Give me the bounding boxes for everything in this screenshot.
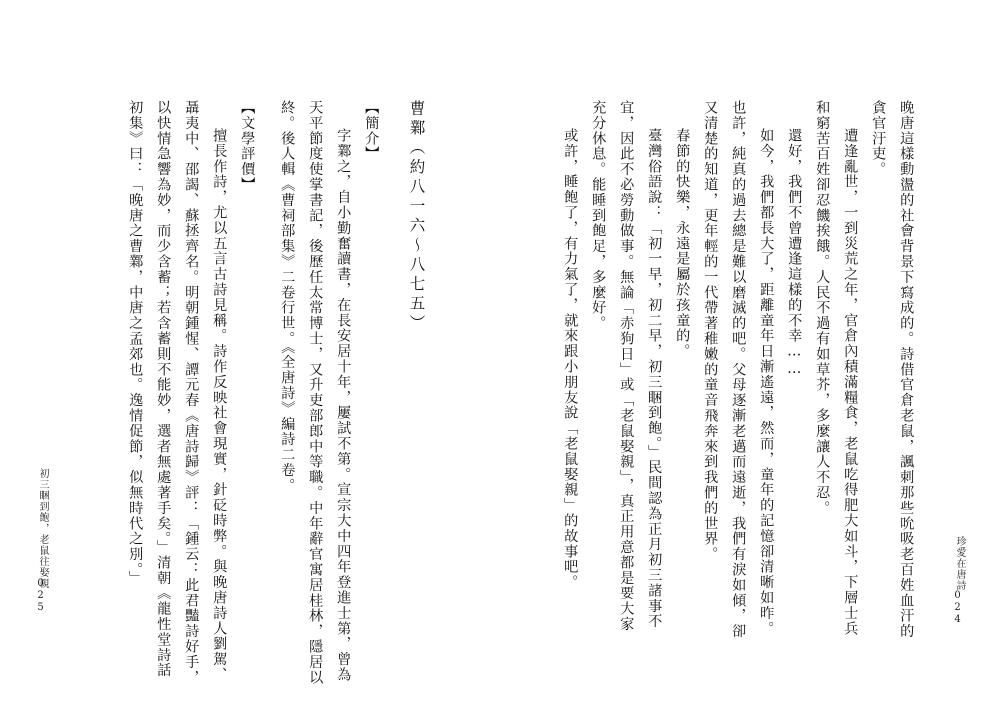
running-title: 珍愛在唐詩 <box>954 536 965 591</box>
intro-column: 字鄴之，自小勤奮讀書，在長安居十年，屢試不第。宣宗大中四年登進士第，曾為 <box>335 128 352 683</box>
text-column: 也許，純真的過去總是難以磨滅的吧。父母逐漸老邁而遠逝，我們有淚如傾，卻 <box>730 100 747 639</box>
intro-heading: 【簡介】 <box>363 100 380 162</box>
text-column: 臺灣俗語說：「初一早，初二早，初三睏到飽。」民間認為正月初三諸事不 <box>646 128 663 630</box>
review-column: 擅長作詩，尤以五言古詩見稱。詩作反映社會現實，針砭時弊。與晚唐詩人劉駕、 <box>211 128 228 683</box>
text-column: 如今，我們都長大了，距離童年日漸遙遠，然而，童年的記憶卻清晰如昨。 <box>758 128 775 637</box>
review-column: 初集》曰：「晚唐之曹鄴，中唐之孟郊也。逸情促節，似無時代之別。」 <box>127 100 144 586</box>
review-heading: 【文學評價】 <box>239 100 256 193</box>
text-column: 貪官汙吏。 <box>870 100 887 177</box>
page-number: 025 <box>35 578 46 614</box>
page-number: 024 <box>952 590 963 626</box>
text-column: 又清楚的知道，更年輕的一代帶著稚嫩的童音飛奔來到我們的世界。 <box>702 100 719 562</box>
text-column: 晚唐這樣動盪的社會背景下寫成的。詩借官倉老鼠，諷刺那些吮吸老百姓血汗的 <box>898 100 915 639</box>
text-column: 充分休息。能睡到飽足，多麼好。 <box>590 100 607 331</box>
text-column: 或許，睡飽了，有力氣了，就來跟小朋友說「老鼠娶親」的故事吧。 <box>562 128 579 590</box>
intro-column: 天平節度使掌書記，後歷任太常博士，又升吏部郎中等職。中年辭官寓居桂林，隱居以 <box>307 100 324 686</box>
review-column: 以快情急響為妙，而少含蓄；若含蓄則不能妙，選者無處著手矣。」清朝《龍性堂詩話 <box>155 100 172 679</box>
page-gutter <box>500 80 501 640</box>
text-column: 還好，我們不曾遭逢這樣的不幸…… <box>786 128 803 378</box>
review-column: 聶夷中、邵謁、蘇拯齊名。明朝鍾惺、譚元春《唐詩歸》評：「鍾云：此君豔詩好手， <box>183 100 200 686</box>
poet-heading: 曹鄴（約八一六～八七五） <box>407 100 426 334</box>
running-title: 初三睏到飽，老鼠往娶親 <box>37 468 48 589</box>
intro-column: 終。後人輯《曹祠部集》二卷行世。《全唐詩》編詩二卷。 <box>279 100 296 494</box>
text-column: 宜，因此不必勞動做事。無論「赤狗日」或「老鼠娶親」，真正用意都是要大家 <box>618 100 635 632</box>
text-column: 和窮苦百姓卻忍饑挨餓。人民不過有如草芥，多麼讓人不忍。 <box>814 100 831 516</box>
text-column: 遭逢亂世，一到災荒之年，官倉內積滿糧食，老鼠吃得肥大如斗，下層士兵 <box>842 128 859 637</box>
text-column: 春節的快樂，永遠是屬於孩童的。 <box>674 128 691 359</box>
